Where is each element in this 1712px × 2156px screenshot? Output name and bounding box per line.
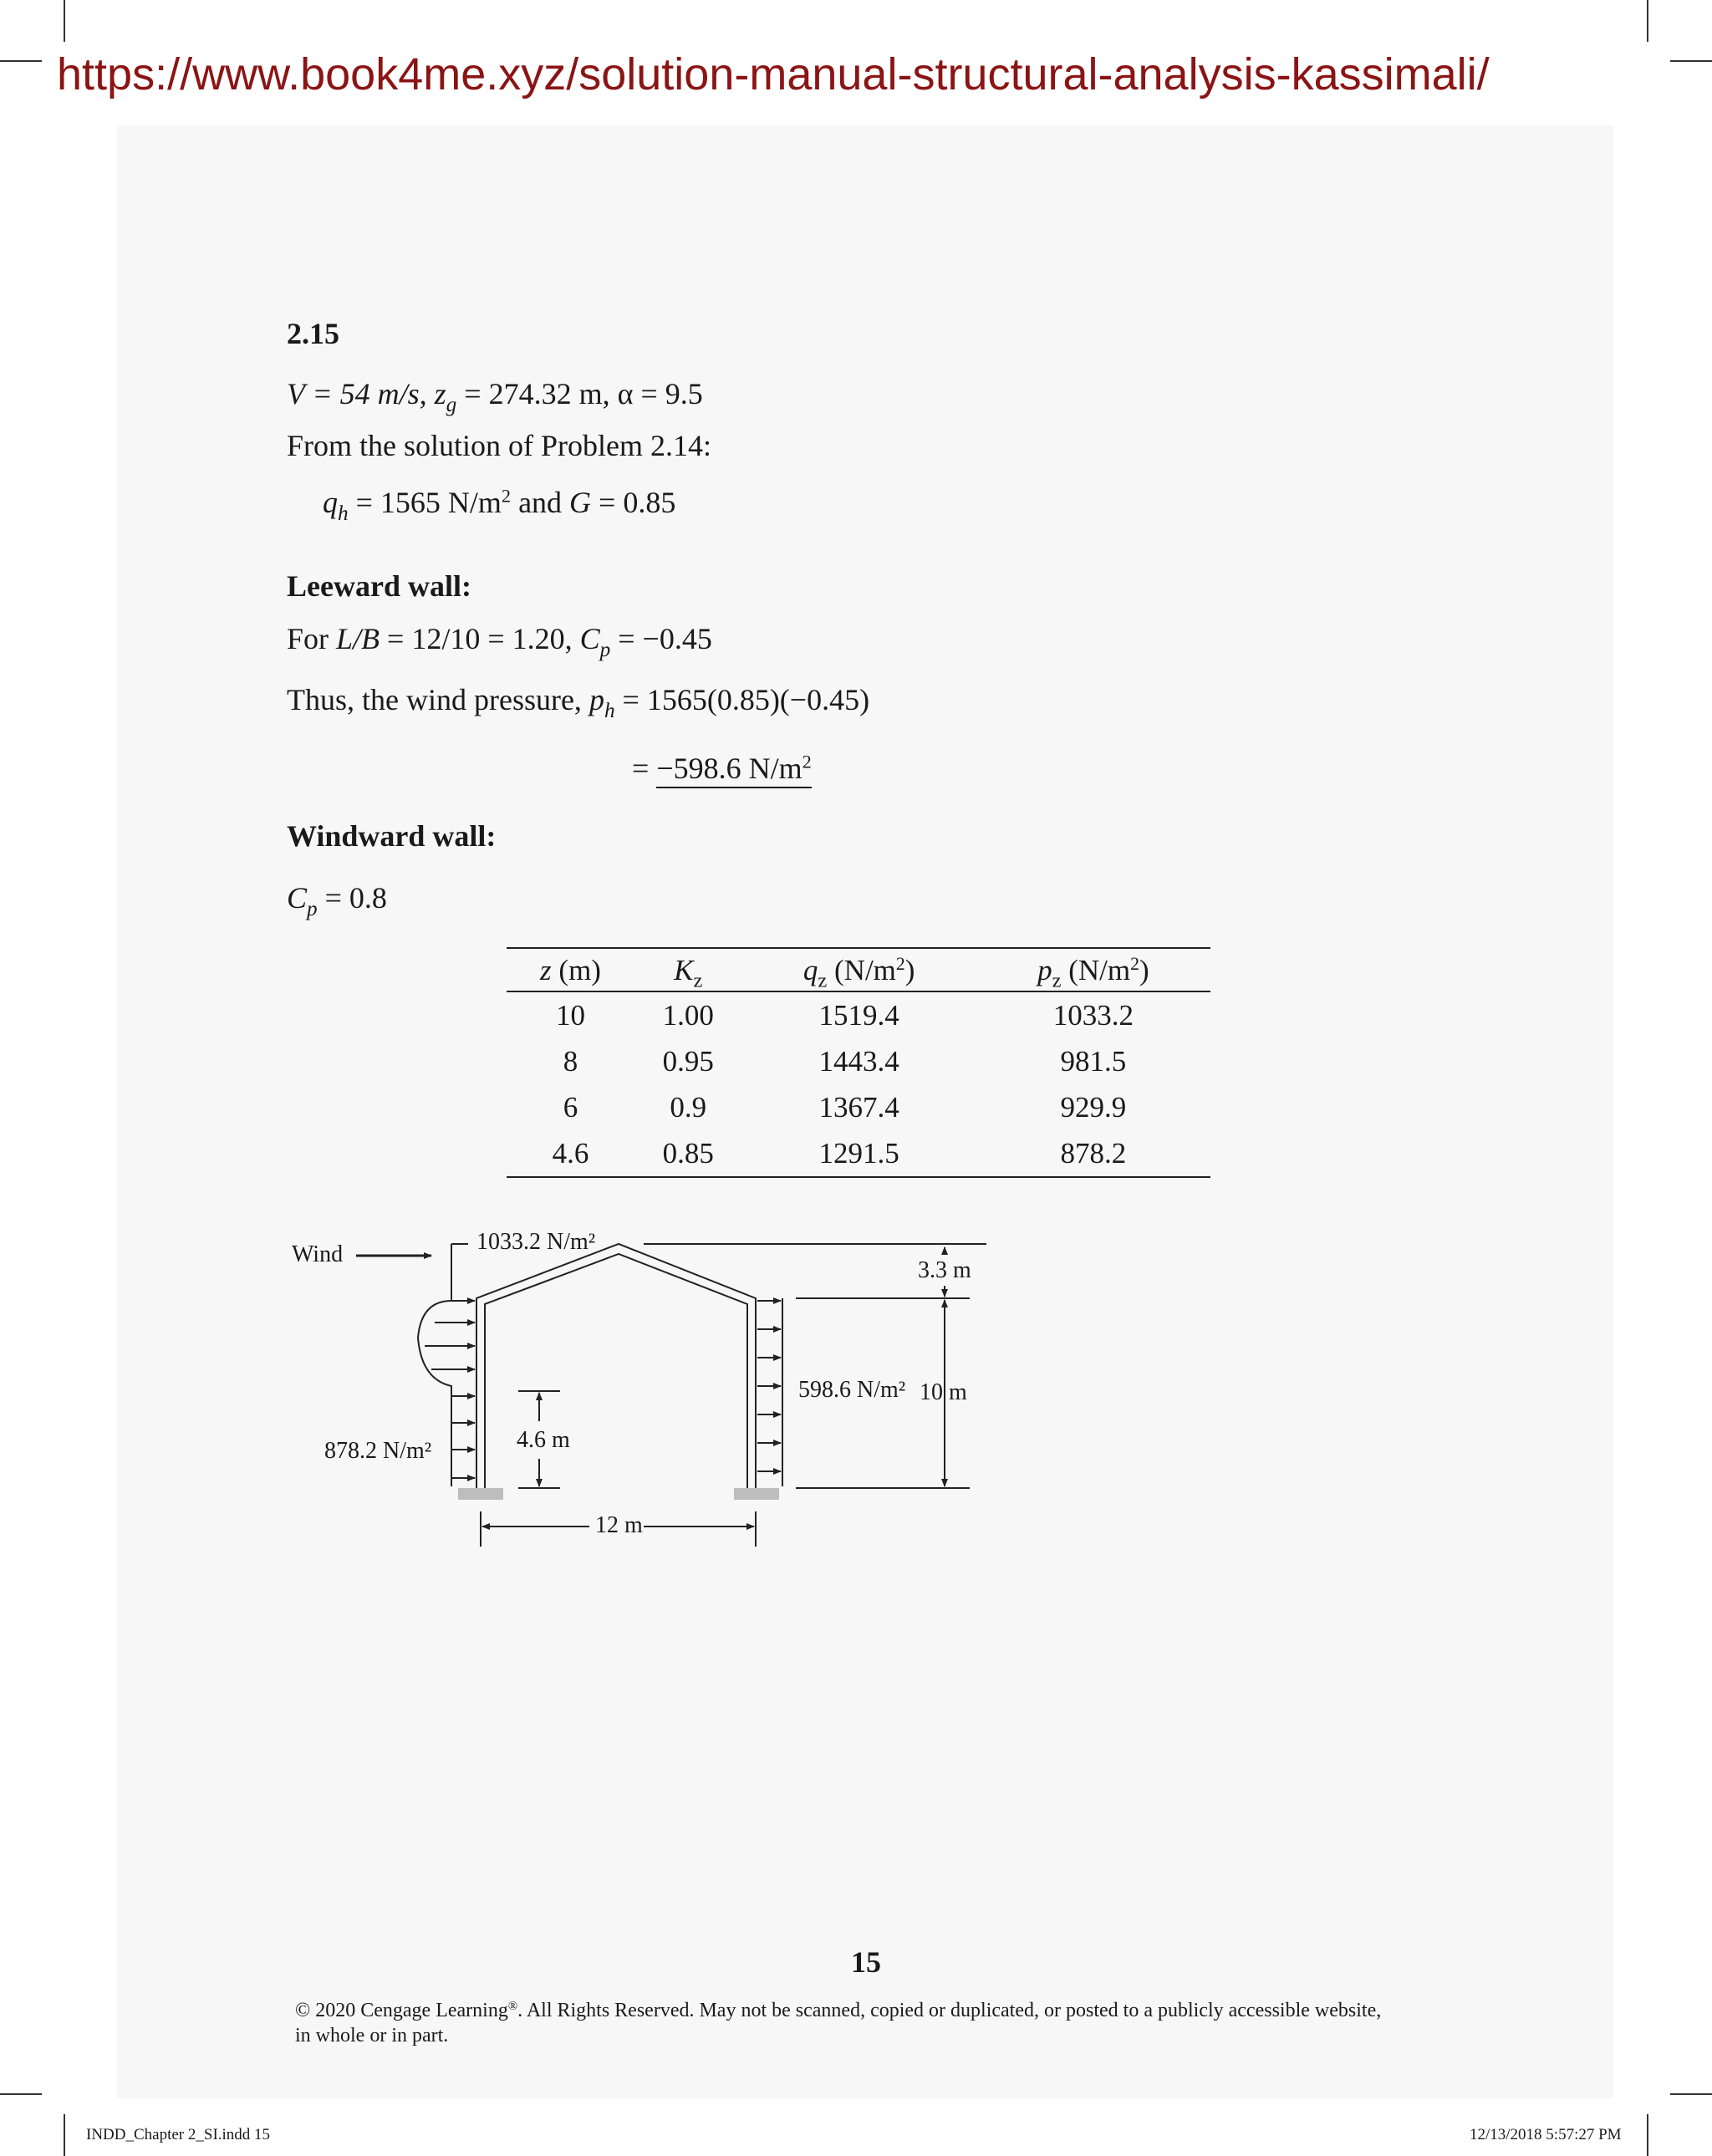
support-right — [734, 1488, 779, 1500]
table-cell: 0.9 — [670, 1091, 707, 1124]
table-cell: 1.00 — [662, 999, 714, 1032]
windward-heading: Windward wall: — [287, 819, 497, 853]
given-alpha: α = 9.5 — [617, 377, 703, 410]
leeward-for: For — [287, 622, 337, 655]
slug-timestamp: 12/13/2018 5:57:27 PM — [1470, 2126, 1622, 2143]
from-solution-text: From the solution of Problem 2.14: — [287, 429, 711, 462]
leeward-ph-sub: h — [604, 699, 615, 722]
copyright-pre: © 2020 Cengage Learning — [295, 2000, 508, 2021]
col-z-unit: (m) — [551, 954, 601, 986]
table-cell: 1291.5 — [742, 1130, 976, 1177]
top-pressure-label: 1033.2 N/m² — [476, 1229, 596, 1255]
table-cell: 0.95 — [662, 1045, 714, 1078]
leeward-ph-calc: = 1565(0.85)(−0.45) — [614, 683, 870, 716]
g-value: = 0.85 — [591, 486, 676, 519]
leeward-heading: Leeward wall: — [287, 569, 471, 603]
given-zg-sub: g — [446, 393, 457, 416]
header-url-link[interactable]: https://www.book4me.xyz/solution-manual-structural-analysis-kassimali/ — [57, 49, 1490, 99]
col-qz-close: ) — [904, 954, 915, 986]
g-symbol: G — [569, 486, 592, 519]
table-cell: 1519.4 — [818, 999, 899, 1032]
col-pz-symbol: p — [1037, 954, 1052, 986]
slug-file: INDD_Chapter 2_SI.indd 15 — [86, 2126, 271, 2143]
qh-and: and — [511, 486, 570, 519]
leeward-pressure-label: 598.6 N/m² — [798, 1377, 906, 1403]
col-z-symbol: z — [540, 954, 552, 986]
col-kz-symbol: K — [674, 954, 694, 986]
registered-mark: ® — [507, 1999, 518, 2013]
windward-cp-value: = 0.8 — [317, 881, 387, 915]
table-cell: 1367.4 — [818, 1091, 899, 1124]
width-label: 12 m — [595, 1512, 643, 1538]
col-pz-sub: z — [1052, 969, 1062, 992]
col-pz-exp: 2 — [1130, 954, 1139, 975]
qh-sub: h — [338, 502, 349, 525]
copyright-line2: in whole or in part. — [295, 2025, 449, 2046]
leeward-cp-sub: p — [599, 638, 611, 661]
col-qz-symbol: q — [802, 954, 818, 986]
leeward-thus: Thus, the wind pressure, — [287, 683, 589, 716]
col-qz-exp: 2 — [895, 954, 905, 975]
col-pz-unit: (N/m — [1061, 954, 1131, 986]
leeward-cp: C — [579, 622, 600, 655]
table-cell: 878.2 — [976, 1130, 1210, 1177]
table-cell: 1033.2 — [1052, 999, 1134, 1032]
leeward-result-eq: = — [632, 752, 657, 785]
wind-label: Wind — [292, 1241, 344, 1267]
table-cell: 10 — [556, 999, 586, 1032]
page-number: 15 — [851, 1945, 881, 1979]
problem-number: 2.15 — [287, 317, 339, 350]
wall-height-label: 10 m — [920, 1379, 967, 1405]
copyright-post: . All Rights Reserved. May not be scanned, copied or duplicated, or posted to a publicly accessible website, — [517, 2000, 1382, 2021]
col-qz-unit: (N/m — [827, 954, 896, 986]
table-cell: 8 — [563, 1045, 578, 1078]
windward-cp-sub: p — [307, 897, 318, 920]
table-cell: 929.9 — [1060, 1091, 1127, 1124]
roof-height-label: 3.3 m — [918, 1257, 971, 1283]
leeward-lb: L/B — [336, 622, 380, 655]
qh-symbol: q — [323, 486, 338, 519]
leeward-ph: p — [588, 683, 604, 716]
table-cell: 4.6 — [507, 1130, 634, 1177]
qh-exp: 2 — [501, 485, 512, 507]
col-pz-close: ) — [1139, 954, 1149, 986]
col-kz-sub: z — [693, 969, 703, 992]
qh-value: = 1565 N/m — [348, 486, 502, 519]
copyright-line1 — [295, 2000, 1381, 2022]
leeward-cp-value: = −0.45 — [610, 622, 712, 655]
windward-cp-symbol: C — [287, 881, 308, 915]
height-46-label: 4.6 m — [517, 1427, 570, 1453]
leeward-result-number: −598.6 N/m — [656, 752, 802, 785]
table-cell: 0.85 — [634, 1130, 742, 1177]
table-cell: 1443.4 — [818, 1045, 899, 1078]
table-cell: 981.5 — [1060, 1045, 1127, 1078]
table-cell: 6 — [563, 1091, 578, 1124]
given-zg-value: = 274.32 m, — [456, 377, 610, 410]
leeward-ratio: = 12/10 = 1.20, — [380, 622, 580, 655]
given-zg: z — [434, 377, 446, 410]
leeward-result-exp: 2 — [802, 751, 812, 772]
bottom-pressure-label: 878.2 N/m² — [324, 1438, 432, 1464]
support-left — [458, 1488, 503, 1500]
given-v: V = 54 m/s, — [287, 377, 427, 410]
col-qz-sub: z — [818, 969, 828, 992]
